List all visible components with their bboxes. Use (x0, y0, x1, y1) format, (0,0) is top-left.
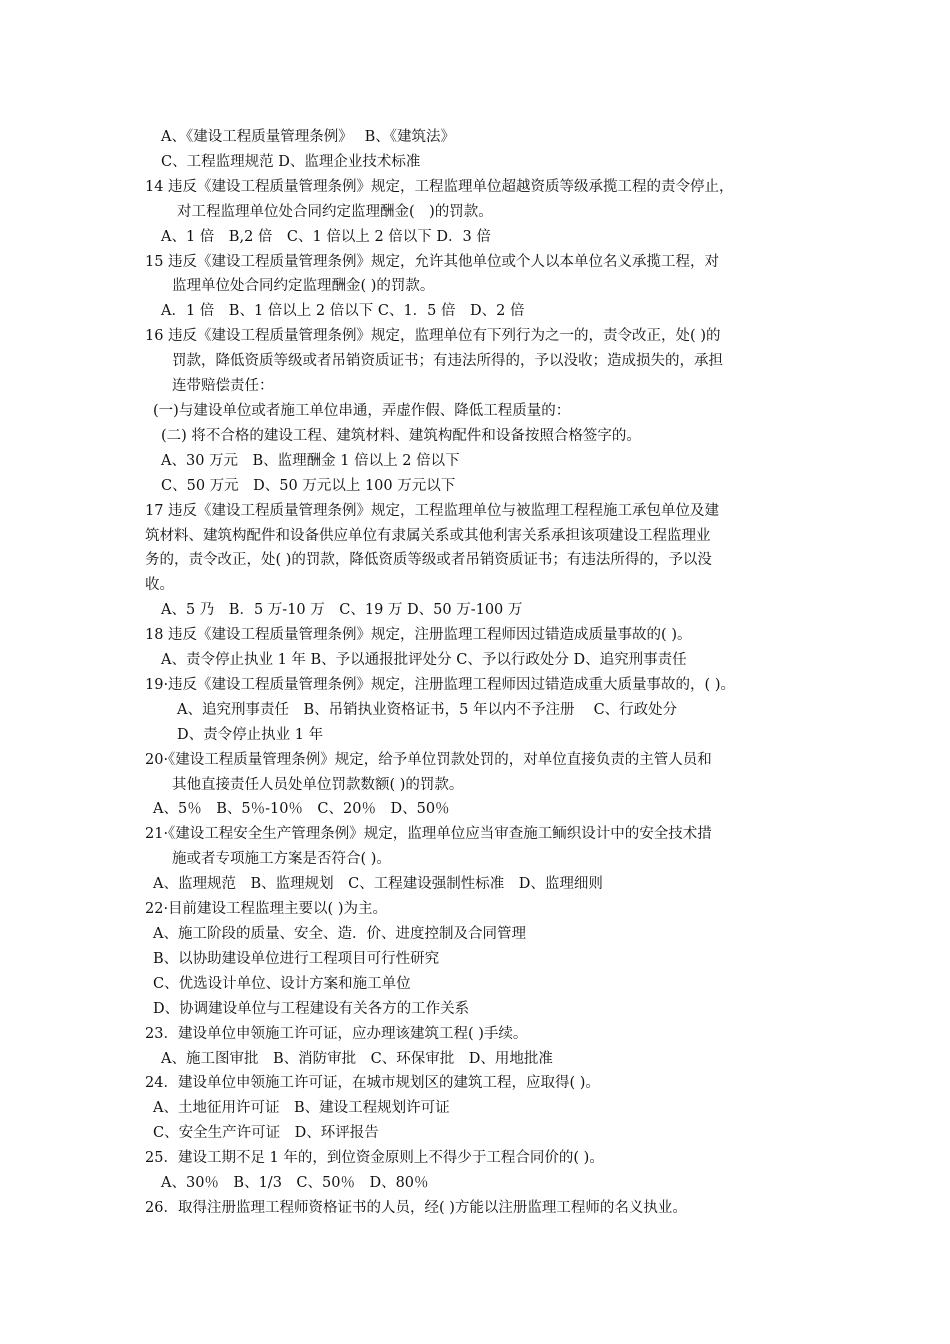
text-line: 15 违反《建设工程质量管理条例》规定，允许其他单位或个人以本单位名义承揽工程，对 (145, 253, 720, 270)
text-line: D、协调建设单位与工程建设有关各方的工作关系 (153, 1000, 470, 1017)
text-line: C、优选设计单位、设计方案和施工单位 (153, 975, 411, 992)
text-line: A、追究刑事责任 B、吊销执业资格证书，5 年以内不予注册 C、行政处分 (177, 701, 678, 718)
text-line: C、安全生产许可证 D、环评报告 (153, 1125, 379, 1142)
text-line: A、30 万元 B、监理酬金 1 倍以上 2 倍以下 (161, 452, 460, 469)
text-line: A、责令停止执业 1 年 B、予以通报批评处分 C、予以行政处分 D、追究刑事责任 (161, 652, 687, 669)
text-line: 22·目前建设工程监理主要以( )为主。 (145, 901, 387, 918)
text-line: C、工程监理规范 D、监理企业技术标准 (161, 153, 421, 170)
text-line: A、《建设工程质量管理条例》 B、《建筑法》 (161, 129, 455, 145)
text-line: A、监理规范 B、监理规划 C、工程建设强制性标准 D、监理细则 (153, 876, 603, 893)
text-line: 罚款，降低资质等级或者吊销资质证书；有违法所得的，予以没收；造成损失的，承担 (172, 353, 723, 370)
text-line: 14 违反《建设工程质量管理条例》规定，工程监理单位超越资质等级承揽工程的责令停止， (145, 178, 734, 195)
text-line: 监理单位处合同约定监理酬金( )的罚款。 (172, 278, 435, 295)
text-line: B、以协助建设单位进行工程项目可行性研究 (153, 950, 440, 967)
text-line: A、30％ B、1/3 C、50％ D、80％ (161, 1175, 429, 1192)
text-line: 26．取得注册监理工程师资格证书的人员，经( )方能以注册监理工程师的名义执业。 (145, 1199, 687, 1216)
text-line: A、土地征用许可证 B、建设工程规划许可证 (153, 1100, 450, 1117)
text-line: 施或者专项施工方案是否符合( )。 (172, 851, 391, 868)
text-line: A、施工阶段的质量、安全、造．价、进度控制及合同管理 (153, 926, 526, 942)
text-line: 24．建设单位申领施工许可证，在城市规划区的建筑工程，应取得( )。 (145, 1075, 600, 1092)
question-text-block (145, 125, 825, 1221)
text-line: D、责令停止执业 1 年 (177, 726, 324, 743)
text-line: 21·《建设工程安全生产管理条例》规定，监理单位应当审查施工鲕织设计中的安全技术措 (145, 826, 712, 843)
text-line: 25．建设工期不足 1 年的，到位资金原则上不得少于工程合同价的( )。 (145, 1150, 604, 1167)
text-line: 务的，责令改正，处( )的罚款，降低资质等级或者吊销资质证书；有违法所得的，予以没 (145, 552, 712, 569)
text-line: 18 违反《建设工程质量管理条例》规定，注册监理工程师因过错造成质量事故的( )。 (145, 627, 692, 644)
text-line: 连带赔偿责任： (172, 378, 274, 395)
text-line: 17 违反《建设工程质量管理条例》规定，工程监理单位与被监理工程程施工承包单位及建 (145, 502, 720, 519)
text-line: 19·违反《建设工程质量管理条例》规定，注册监理工程师因过错造成重大质量事故的，( )。 (145, 676, 735, 693)
text-line: A、1 倍 B,2 倍 C、1 倍以上 2 倍以下 D．3 倍 (161, 228, 491, 245)
text-line: (一)与建设单位或者施工单位串通，弄虚作假、降低工程质量的： (153, 402, 571, 419)
text-line: A．1 倍 B、1 倍以上 2 倍以下 C、1．5 倍 D、2 倍 (161, 303, 525, 320)
text-line: 筑材料、建筑构配件和设备供应单位有隶属关系或其他利害关系承担该项建设工程监理业 (145, 527, 711, 544)
text-line: 20·《建设工程质量管理条例》规定，给予单位罚款处罚的，对单位直接负责的主管人员和 (145, 751, 712, 768)
text-line: 其他直接责任人员处单位罚款数额( )的罚款。 (172, 776, 464, 793)
text-line: (二) 将不合格的建设工程、建筑材料、建筑构配件和设备按照合格签字的。 (161, 427, 641, 444)
text-line: A、5％ B、5％-10％ C、20％ D、50％ (153, 801, 450, 818)
text-line: C、50 万元 D、50 万元以上 100 万元以下 (161, 477, 456, 494)
text-line: 23．建设单位申领施工许可证，应办理该建筑工程( )手续。 (145, 1025, 528, 1042)
text-line: 对工程监理单位处合同约定监理酬金( )的罚款。 (177, 203, 493, 220)
text-line: 16 违反《建设工程质量管理条例》规定，监理单位有下列行为之一的，责令改正，处( )的 (145, 328, 721, 345)
text-line: A、施工图审批 B、消防审批 C、环保审批 D、用地批准 (161, 1050, 553, 1067)
text-line: 收。 (145, 577, 174, 594)
text-line: A、5 乃 B．5 万-10 万 C、19 万 D、50 万-100 万 (161, 602, 523, 619)
